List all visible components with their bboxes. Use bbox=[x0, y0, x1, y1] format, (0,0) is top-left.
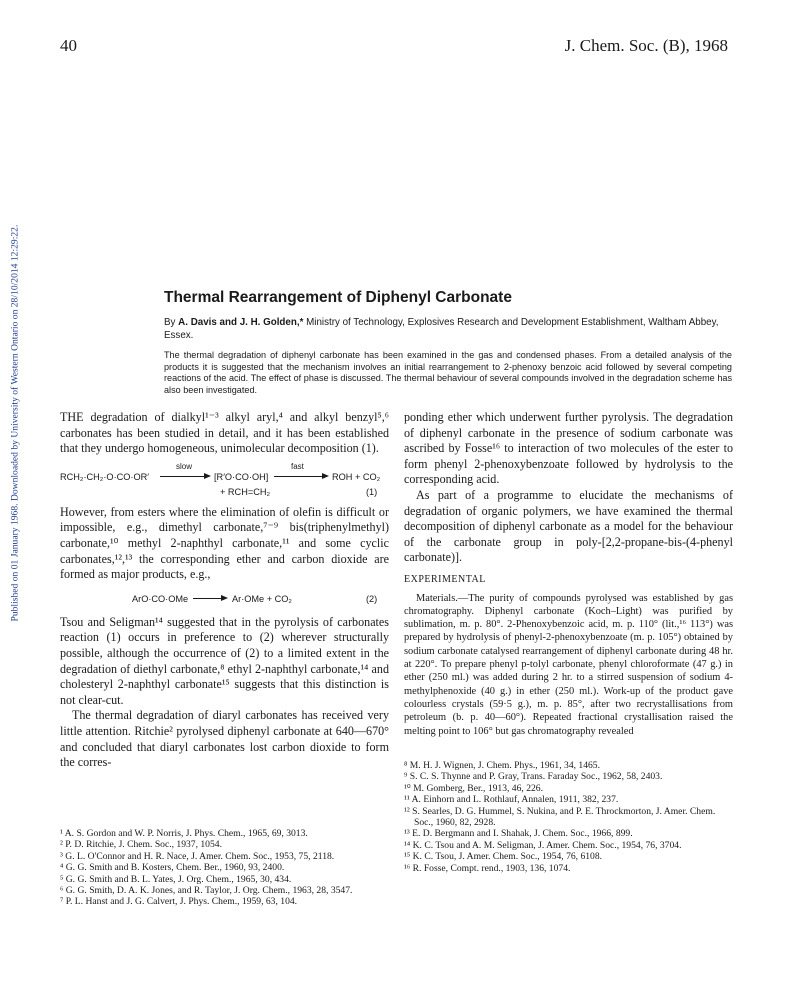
footnotes-left bbox=[60, 828, 390, 908]
affiliation: Ministry of Technology, Explosives Research and Development Establishment, Waltham Abbey, Essex. bbox=[164, 317, 719, 341]
scheme1-label-slow: slow bbox=[176, 461, 193, 471]
paragraph: However, from esters where the elimination of olefin is difficult or impossible, e.g., dimethyl carbonate,⁷⁻⁹ bis(triphenylmethyl) carbonate,¹⁰ methyl 2-naphthyl carbonate,¹¹ and some cyclic carbonates,¹²,¹³ the corresponding ether and carbon dioxide are formed as major products, e.g., bbox=[60, 504, 389, 582]
footnote: ⁴ G. G. Smith and B. Kosters, Chem. Ber., 1960, 93, 2400. bbox=[60, 862, 285, 874]
footnote: ² P. D. Ritchie, J. Chem. Soc., 1937, 1054. bbox=[60, 839, 222, 851]
paragraph: THE degradation of dialkyl¹⁻³ alkyl aryl,⁴ and alkyl benzyl⁵,⁶ carbonates has been studied in detail, and it has been established that they undergo homogeneous, unimolecular decomposition (1). bbox=[60, 410, 389, 456]
scheme1-number: (1) bbox=[366, 486, 378, 497]
footnote: ⁷ P. L. Hanst and J. G. Calvert, J. Phys. Chem., 1959, 63, 104. bbox=[60, 896, 298, 908]
footnote: ¹⁶ R. Fosse, Compt. rend., 1903, 136, 1074. bbox=[404, 862, 571, 874]
right-column bbox=[404, 410, 733, 738]
footnote: ¹³ E. D. Bergmann and I. Shahak, J. Chem. Soc., 1966, 899. bbox=[404, 828, 633, 840]
scheme1-reactant: RCH₂·CH₂·O·CO·OR′ bbox=[60, 471, 149, 482]
arrow-line bbox=[274, 476, 322, 477]
left-column bbox=[60, 410, 389, 771]
footnote: ⁶ G. G. Smith, D. A. K. Jones, and R. Taylor, J. Org. Chem., 1963, 28, 3547. bbox=[60, 885, 353, 897]
footnote: ⁹ S. C. S. Thynne and P. Gray, Trans. Faraday Soc., 1962, 58, 2403. bbox=[404, 771, 663, 783]
arrow-head-icon bbox=[221, 595, 228, 601]
paragraph: ponding ether which underwent further pyrolysis. The degradation of diphenyl carbonate in the presence of sodium carbonate was ascribed by Fosse¹⁶ to interaction of two molecules of the ester to form phenyl 2-phenoxybenzoate followed by hydrolysis to the corresponding acid. bbox=[404, 410, 733, 487]
abstract: The thermal degradation of diphenyl carbonate has been examined in the gas and condensed phases. From a detailed analysis of the products it is suggested that the mechanism involves an initial rearrangement to 2-phenoxy benzoic acid followed by several competing reactions of the acid. The effect of phase is discussed. The thermal behaviour of several compounds involved in the degradation scheme has also been investigated. bbox=[164, 350, 732, 395]
footnote: ¹¹ A. Einhorn and L. Rothlauf, Annalen, 1911, 382, 237. bbox=[404, 794, 619, 806]
arrow-head-icon bbox=[204, 473, 211, 479]
arrow-line bbox=[193, 598, 221, 599]
scheme2-number: (2) bbox=[366, 593, 378, 604]
scheme1-byproduct: + RCH=CH₂ bbox=[220, 486, 271, 497]
scheme2-reactant: ArO·CO·OMe bbox=[132, 593, 189, 604]
footnote: ¹² S. Searles, D. G. Hummel, S. Nukina, and P. E. Throckmorton, J. Amer. Chem. Soc., 1960, 82, 2928. bbox=[404, 805, 716, 829]
arrow-line bbox=[160, 476, 204, 477]
scheme1-label-fast: fast bbox=[291, 461, 304, 471]
paragraph: The thermal degradation of diaryl carbonates has received very little attention. Ritchie² pyrolysed diphenyl carbonate at 640—670° and concluded that diaryl carbonates lost carbon dioxide to form the corres- bbox=[60, 708, 389, 770]
article-title: Thermal Rearrangement of Diphenyl Carbonate bbox=[164, 289, 512, 306]
download-stamp-text[interactable]: Published on 01 January 1968. Downloaded by University of Western Ontario on 28/10/2014 12:29:22. bbox=[9, 224, 21, 622]
footnote: ¹⁴ K. C. Tsou and A. M. Seligman, J. Amer. Chem. Soc., 1954, 76, 3704. bbox=[404, 839, 682, 851]
footnote: ⁸ M. H. J. Wignen, J. Chem. Phys., 1961, 34, 1465. bbox=[404, 760, 600, 771]
footnote: ³ G. L. O'Connor and H. R. Nace, J. Amer. Chem. Soc., 1953, 75, 2118. bbox=[60, 850, 335, 862]
footnote: ¹ A. S. Gordon and W. P. Norris, J. Phys. Chem., 1965, 69, 3013. bbox=[60, 828, 308, 839]
authors: A. Davis and J. H. Golden,* bbox=[178, 317, 304, 328]
byline-prefix: By bbox=[164, 317, 176, 328]
paragraph: Materials.—The purity of compounds pyrolysed was established by gas chromatography. Diphenyl carbonate (Koch–Light) was purified by sublimation, m. p. 80°. 2-Phenoxybenzoic acid, m. p. 110° (lit.,¹⁶ 113°) was prepared by hydrolysis of phenyl-2-phenoxybenzoate (m. p. 105°) obtained by sodium carbonate catalysed rearrangement of diphenyl carbonate during 48 hr. at 220°. To prepare phenyl p-tolyl carbonate, phenyl chloroformate (47 g.) in ether (250 ml.) was added during 2 hr. to a stirred suspension of sodium 4-methylphenoxide (40 g.) in ether (250 ml.). Work-up of the product gave colourless crystals (59·5 g.), m. p. 85°, after two recrystallisations from petroleum (b. p. 40—60°). Repeated fractional crystallisation raised the melting point to 106° but gas chromatography revealed bbox=[404, 592, 733, 737]
byline bbox=[164, 317, 730, 342]
section-heading-experimental: EXPERIMENTAL bbox=[404, 573, 486, 585]
scheme2-product: Ar·OMe + CO₂ bbox=[232, 593, 292, 604]
scheme1-product: ROH + CO₂ bbox=[332, 471, 381, 482]
footnote: ⁵ G. G. Smith and B. L. Yates, J. Org. Chem., 1965, 30, 434. bbox=[60, 873, 292, 885]
page-number: 40 bbox=[60, 36, 77, 55]
reaction-scheme-1 bbox=[60, 461, 389, 501]
paragraph: Tsou and Seligman¹⁴ suggested that in the pyrolysis of carbonates reaction (1) occurs in preference to (2) wherever structurally possible, although the occurrence of (2) to a limited extent in the degradation of diethyl carbonate,⁸ ethyl 2-naphthyl carbonate,¹⁴ and cholesteryl 2-naphthyl carbonate¹⁵ suggests that this distinction is not clear-cut. bbox=[60, 614, 389, 707]
journal-header: J. Chem. Soc. (B), 1968 bbox=[564, 36, 728, 55]
reaction-scheme-2 bbox=[60, 587, 389, 609]
scheme1-intermediate: [R′O·CO·OH] bbox=[214, 471, 269, 482]
footnotes-right bbox=[404, 760, 734, 874]
footnote: ¹⁵ K. C. Tsou, J. Amer. Chem. Soc., 1954, 76, 6108. bbox=[404, 851, 603, 863]
paragraph: As part of a programme to elucidate the mechanisms of degradation of organic polymers, we have examined the thermal decomposition of diphenyl carbonate as a model for the behaviour of the carbonate group in poly-[2,2-propane-bis-(4-phenyl carbonate)]. bbox=[404, 487, 733, 565]
arrow-head-icon bbox=[322, 473, 329, 479]
footnote: ¹⁰ M. Gomberg, Ber., 1913, 46, 226. bbox=[404, 782, 543, 794]
download-stamp bbox=[8, 165, 22, 625]
